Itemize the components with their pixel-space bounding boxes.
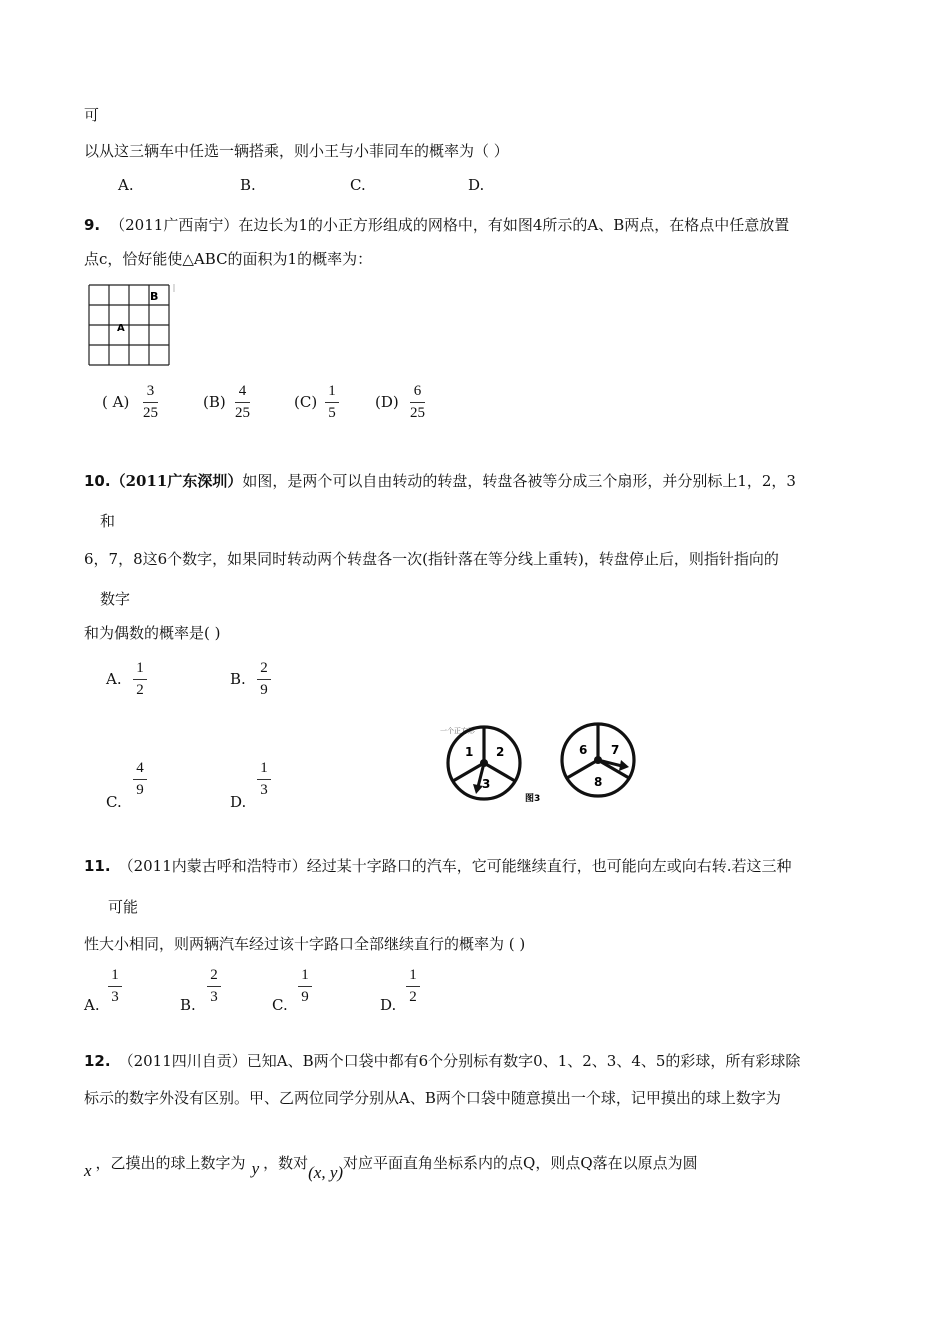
q12-text3a: ，乙摸出的球上数字为 bbox=[95, 1154, 246, 1172]
q9-d-denominator: 25 bbox=[410, 405, 425, 421]
q12-number: 12. bbox=[84, 1052, 111, 1070]
q9-grid-figure bbox=[88, 284, 174, 368]
q12-var-y: y bbox=[251, 1159, 260, 1178]
q9-option-b-fraction bbox=[235, 383, 250, 422]
grid-svg bbox=[88, 284, 178, 368]
q12-stem-line1 bbox=[84, 1050, 800, 1071]
q11-text2: 可能 bbox=[108, 898, 139, 916]
q9-text1: 在边长为1的小正方形组成的网格中，有如图4所示的A、B两点，在格点中任意放置 bbox=[238, 216, 790, 234]
q11-b-numerator: 2 bbox=[210, 967, 218, 983]
q9-option-d-label: (D) bbox=[375, 393, 399, 411]
q9-a-denominator: 25 bbox=[143, 405, 158, 421]
spinner2-label-6: 6 bbox=[579, 743, 588, 757]
q12-source: （2011四川自贡） bbox=[118, 1052, 247, 1070]
q10-option-c-label: C. bbox=[106, 793, 122, 811]
spinner-svg bbox=[436, 720, 641, 810]
q10-b-denominator: 9 bbox=[260, 682, 268, 698]
q12-var-x: x bbox=[84, 1161, 92, 1180]
q10-text2: 和 bbox=[100, 512, 116, 530]
spinner1-label-2: 2 bbox=[496, 745, 505, 759]
spinner-caption: 图3 bbox=[525, 794, 541, 804]
q11-source: （2011内蒙古呼和浩特市） bbox=[118, 857, 307, 875]
q10-c-denominator: 9 bbox=[136, 782, 144, 798]
q9-option-a-label: ( A) bbox=[102, 393, 130, 411]
q12-text1: 已知A、B两个口袋中都有6个分别标有数字0、1、2、3、4、5的彩球，所有彩球除 bbox=[246, 1052, 801, 1070]
q9-text2: 点c，恰好能使△ABC的面积为1的概率为： bbox=[84, 250, 373, 268]
q11-option-d-fraction bbox=[406, 967, 420, 1006]
q11-option-c-label: C. bbox=[272, 996, 288, 1014]
q10-stem-line1 bbox=[84, 470, 796, 491]
q8-option-c: C. bbox=[350, 176, 366, 194]
q11-b-denominator: 3 bbox=[210, 989, 218, 1005]
q11-c-denominator: 9 bbox=[301, 989, 309, 1005]
spinner1-label-1: 1 bbox=[465, 745, 474, 759]
q11-number: 11. bbox=[84, 857, 111, 875]
q10-number: 10. bbox=[84, 472, 111, 490]
q9-option-b-label: (B) bbox=[203, 393, 226, 411]
q11-a-denominator: 3 bbox=[111, 989, 119, 1005]
q11-option-a-label: A. bbox=[84, 996, 100, 1014]
q10-text4: 数字 bbox=[100, 590, 131, 608]
q9-b-denominator: 25 bbox=[235, 405, 250, 421]
q9-a-numerator: 3 bbox=[146, 383, 155, 399]
q12-text3b: ，数对 bbox=[263, 1154, 309, 1172]
q8-line1: 可 bbox=[84, 106, 100, 124]
q10-text5: 和为偶数的概率是( ) bbox=[84, 624, 221, 642]
q10-option-c-fraction bbox=[133, 760, 147, 799]
spinner2-label-7: 7 bbox=[611, 743, 620, 757]
q11-d-numerator: 1 bbox=[409, 967, 417, 983]
figure-noise-text: 一个正方形 bbox=[440, 727, 475, 735]
q12-stem-line3 bbox=[84, 1152, 698, 1182]
q8-line2: 以从这三辆车中任选一辆搭乘，则小王与小菲同车的概率为（ ） bbox=[84, 142, 509, 160]
grid-label-a: A bbox=[117, 323, 125, 334]
q10-c-numerator: 4 bbox=[136, 760, 144, 776]
q10-option-a-fraction bbox=[133, 660, 147, 699]
q9-option-a-fraction bbox=[143, 383, 158, 422]
q8-option-a: A. bbox=[118, 176, 134, 194]
q10-a-denominator: 2 bbox=[136, 682, 144, 698]
spinner2-label-8: 8 bbox=[594, 775, 603, 789]
q10-d-numerator: 1 bbox=[260, 760, 268, 776]
q10-b-numerator: 2 bbox=[260, 660, 268, 676]
q9-option-d-fraction bbox=[410, 383, 425, 422]
q10-option-b-label: B. bbox=[230, 670, 246, 688]
q9-d-numerator: 6 bbox=[413, 383, 422, 399]
q10-option-a-label: A. bbox=[106, 670, 122, 688]
q10-text3: 6，7，8这6个数字，如果同时转动两个转盘各一次(指针落在等分线上重转)，转盘停止后，则指针指向的 bbox=[84, 550, 779, 568]
q10-a-numerator: 1 bbox=[136, 660, 144, 676]
q9-c-denominator: 5 bbox=[328, 405, 336, 421]
q10-option-b-fraction bbox=[257, 660, 271, 699]
q11-option-d-label: D. bbox=[380, 996, 397, 1014]
q11-stem-line1 bbox=[84, 855, 792, 876]
q11-a-numerator: 1 bbox=[111, 967, 119, 983]
q11-option-b-fraction bbox=[207, 967, 221, 1006]
q12-text2: 标示的数字外没有区别。甲、乙两位同学分别从A、B两个口袋中随意摸出一个球，记甲摸出的球上数字为 bbox=[84, 1089, 781, 1107]
q10-option-d-label: D. bbox=[230, 793, 247, 811]
q10-source: （2011广东深圳） bbox=[110, 472, 243, 490]
q9-source: （2011广西南宁） bbox=[110, 216, 239, 234]
q11-text1: 经过某十字路口的汽车，它可能继续直行，也可能向左或向右转.若这三种 bbox=[306, 857, 792, 875]
q11-c-numerator: 1 bbox=[301, 967, 309, 983]
q9-number: 9. bbox=[84, 216, 101, 234]
q8-option-d: D. bbox=[468, 176, 485, 194]
q10-text1: 如图，是两个可以自由转动的转盘，转盘各被等分成三个扇形，并分别标上1，2，3 bbox=[242, 472, 796, 490]
q8-option-b: B. bbox=[240, 176, 256, 194]
q9-option-c-label: (C) bbox=[294, 393, 318, 411]
q9-c-numerator: 1 bbox=[328, 383, 336, 399]
q10-spinner-figure bbox=[436, 720, 641, 810]
q9-b-numerator: 4 bbox=[238, 383, 247, 399]
q12-text3c: 对应平面直角坐标系内的点Q，则点Q落在以原点为圆 bbox=[343, 1154, 698, 1172]
q11-option-c-fraction bbox=[298, 967, 312, 1006]
q11-option-a-fraction bbox=[108, 967, 122, 1006]
q10-option-d-fraction bbox=[257, 760, 271, 799]
q11-d-denominator: 2 bbox=[409, 989, 417, 1005]
q12-pair: (x, y) bbox=[308, 1163, 344, 1182]
q11-option-b-label: B. bbox=[180, 996, 196, 1014]
q9-option-c-fraction bbox=[325, 383, 339, 422]
q11-text3: 性大小相同，则两辆汽车经过该十字路口全部继续直行的概率为 ( ) bbox=[84, 935, 526, 953]
q10-d-denominator: 3 bbox=[260, 782, 268, 798]
grid-label-b: B bbox=[150, 290, 159, 303]
q9-stem-line1 bbox=[84, 214, 789, 235]
spinner1-label-3: 3 bbox=[482, 777, 491, 791]
